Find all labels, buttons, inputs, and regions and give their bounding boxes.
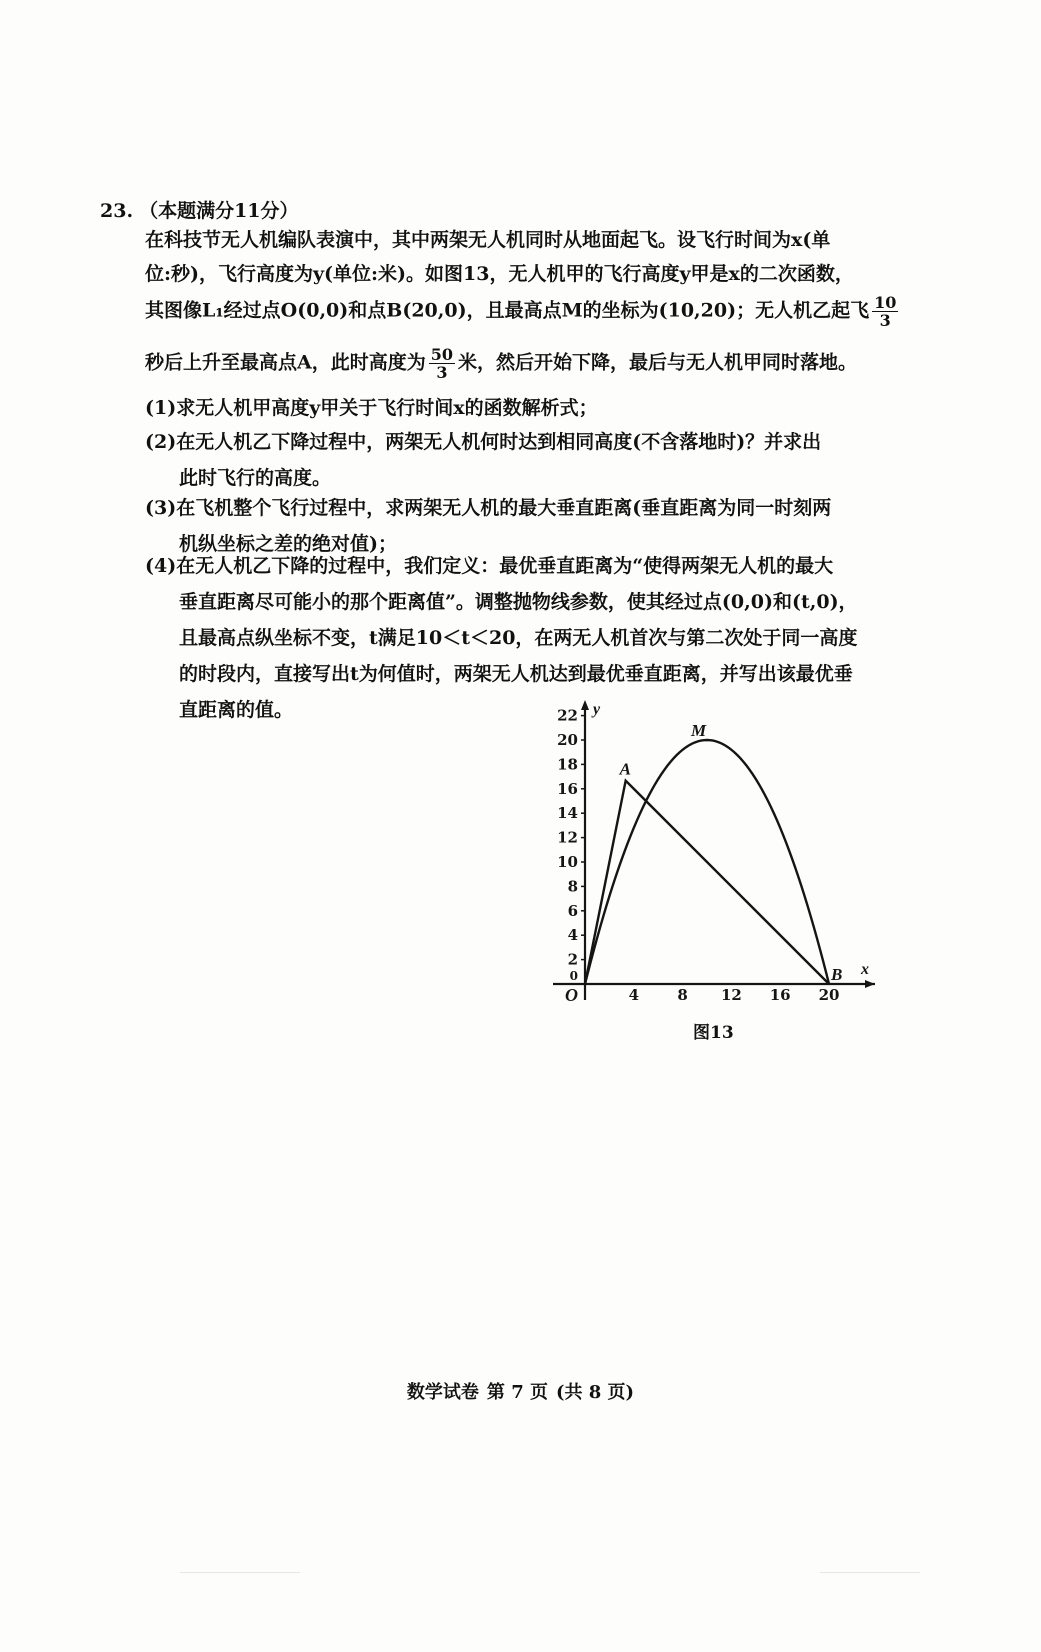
- point-b-label: B: [831, 965, 843, 984]
- part-2-line-2: 此时飞行的高度。: [179, 467, 332, 489]
- y-axis-label: y: [593, 701, 601, 718]
- part-4-line-4: 的时段内，直接写出t为何值时，两架无人机达到最优垂直距离，并写出该最优垂: [179, 663, 853, 685]
- y-axis-arrow: [581, 700, 589, 710]
- x-axis-arrow: [865, 980, 875, 988]
- y-zero-label: 0: [569, 969, 578, 983]
- x-axis-label: x: [861, 961, 869, 978]
- question-body-line-1: 在科技节无人机编队表演中，其中两架无人机同时从地面起飞。设飞行时间为x(单: [145, 229, 831, 251]
- x-tick-label: 4: [628, 986, 640, 1004]
- y-tick-label: 6: [567, 901, 578, 920]
- y-tick-label: 2: [567, 950, 578, 969]
- drone-b-path: [585, 781, 829, 984]
- question-body-line-2: 位:秒)，飞行高度为y(单位:米)。如图13，无人机甲的飞行高度y甲是x的二次函数，: [145, 263, 854, 285]
- y-tick-label: 12: [557, 828, 578, 847]
- question-body-line-3: [145, 294, 925, 329]
- part-2-line-1: (2)在无人机乙下降过程中，两架无人机何时达到相同高度(不含落地时)？并求出: [145, 431, 822, 453]
- score-note: （本题满分11分）: [139, 200, 299, 222]
- y-tick-label: 20: [557, 731, 578, 749]
- figure-caption: 图13: [693, 1023, 734, 1043]
- question-number: 23.: [100, 200, 134, 222]
- question-body-line-4-text-a: 秒后上升至最高点A，此时高度为: [145, 351, 426, 374]
- scan-artifact-line: [180, 1572, 300, 1573]
- y-tick-label: 4: [567, 926, 578, 945]
- question-body-line-4-text-b: 米，然后开始下降，最后与无人机甲同时落地。: [458, 351, 858, 374]
- part-4-line-1: (4)在无人机乙下降的过程中，我们定义：最优垂直距离为“使得两架无人机的最大: [145, 555, 834, 577]
- y-tick-label: 16: [557, 779, 578, 798]
- part-3-line-1: (3)在飞机整个飞行过程中，求两架无人机的最大垂直距离(垂直距离为同一时刻两: [145, 497, 832, 519]
- footer-subject: 数学试卷: [406, 1382, 479, 1403]
- question-body-line-3-text: 其图像L₁经过点O(0,0)和点B(20,0)，且最高点M的坐标为(10,20)；无人机乙起飞: [145, 299, 870, 322]
- footer-total: (共 8 页): [555, 1382, 635, 1403]
- point-a-label: A: [619, 759, 632, 779]
- question-body-line-4: [145, 346, 925, 381]
- y-tick-label: 18: [557, 755, 578, 774]
- page-footer: [0, 1378, 1041, 1404]
- fraction-numerator: 50: [430, 345, 454, 364]
- x-tick-label: 12: [720, 986, 742, 1004]
- x-tick-label: 20: [818, 986, 840, 1004]
- part-4-line-2: 垂直距离尽可能小的那个距离值”。调整抛物线参数，使其经过点(0,0)和(t,0)，: [179, 591, 858, 613]
- origin-label: O: [565, 985, 578, 1005]
- scan-artifact-line: [820, 1572, 920, 1573]
- fraction-50-3: [429, 346, 455, 381]
- x-tick-label: 16: [769, 986, 791, 1004]
- part-4-line-3: 且最高点纵坐标不变，t满足10＜t＜20，在两无人机首次与第二次处于同一高度: [179, 627, 858, 649]
- part-1-line-1: (1)求无人机甲高度y甲关于飞行时间x的函数解析式；: [145, 397, 598, 419]
- part-2: [145, 424, 925, 496]
- y-tick-label: 22: [557, 706, 578, 725]
- question-header: [100, 196, 299, 223]
- part-3-line-2: 机纵坐标之差的绝对值)；: [179, 533, 397, 555]
- part-4-line-5: 直距离的值。: [179, 699, 294, 721]
- fraction-10-3: [872, 294, 898, 329]
- y-tick-label: 8: [567, 877, 578, 896]
- fraction-numerator: 10: [874, 293, 897, 312]
- fraction-denominator: 3: [879, 311, 891, 330]
- footer-page: 第 7 页: [486, 1382, 548, 1403]
- x-tick-label: 8: [677, 986, 688, 1004]
- part-1: [145, 390, 925, 426]
- fraction-denominator: 3: [436, 363, 448, 382]
- figure-13-graph: [545, 700, 885, 1040]
- y-tick-label: 10: [557, 853, 578, 871]
- y-tick-label: 14: [557, 804, 578, 823]
- point-m-label: M: [691, 721, 707, 740]
